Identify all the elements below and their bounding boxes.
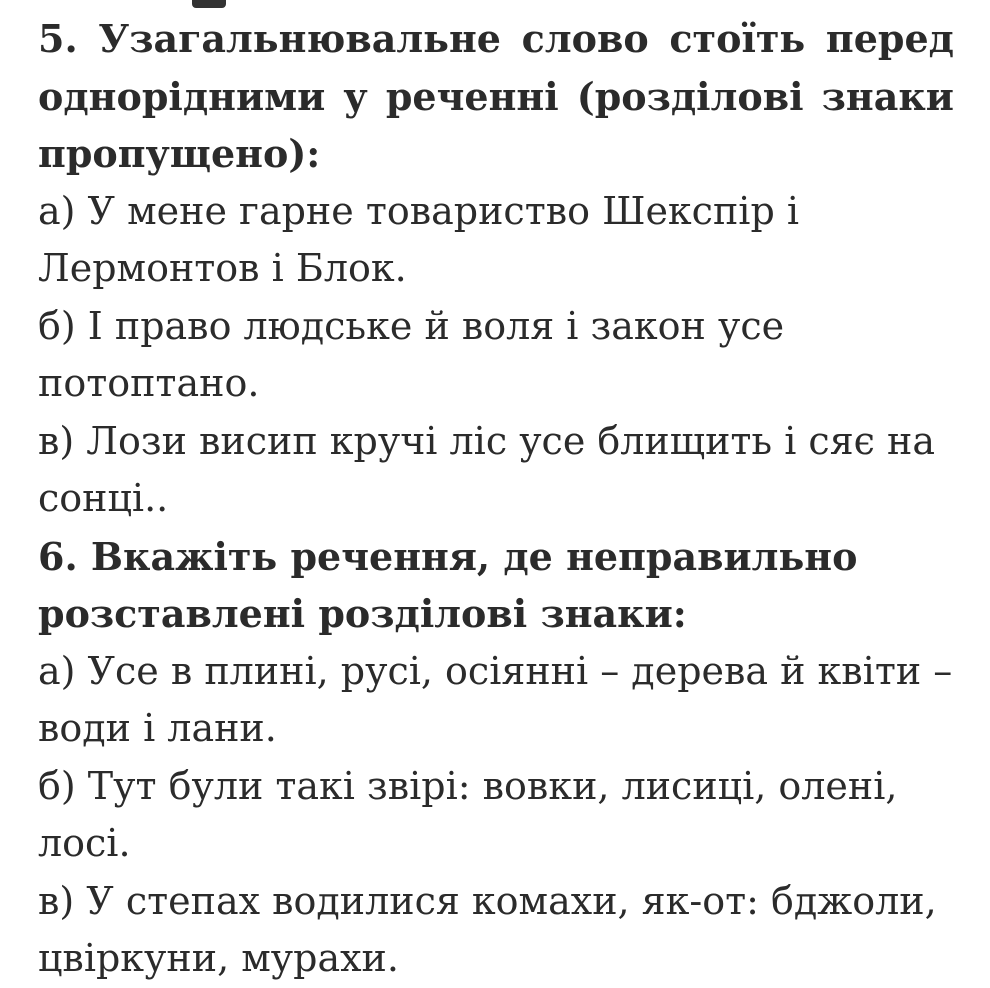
question-5-option-b: б) І право людське й воля і закон усе потоптано.: [38, 303, 785, 405]
cropped-text-fragment: [192, 0, 226, 8]
question-6-option-c: в) У степах водилися комахи, як-от: бджоли, цвіркуни, мурахи.: [38, 878, 937, 980]
document-text: [38, 10, 954, 988]
question-6-title: 6. Вкажіть речення, де неправильно розставлені розділові знаки:: [38, 533, 858, 636]
question-6-option-b: б) Тут були такі звірі: вовки, лисиці, олені, лосі.: [38, 763, 898, 865]
question-6-option-a: а) Усе в плині, русі, осіянні – дерева й квіти – води і лани.: [38, 648, 953, 750]
question-5-option-a: а) У мене гарне товариство Шекспір і Лермонтов і Блок.: [38, 188, 800, 290]
question-5-option-c: в) Лози висип кручі ліс усе блищить і сяє на сонці..: [38, 418, 936, 520]
question-5-title: 5. Узагальнювальне слово стоїть перед однорідними у реченні (розділові знаки пропущено):: [38, 16, 954, 176]
